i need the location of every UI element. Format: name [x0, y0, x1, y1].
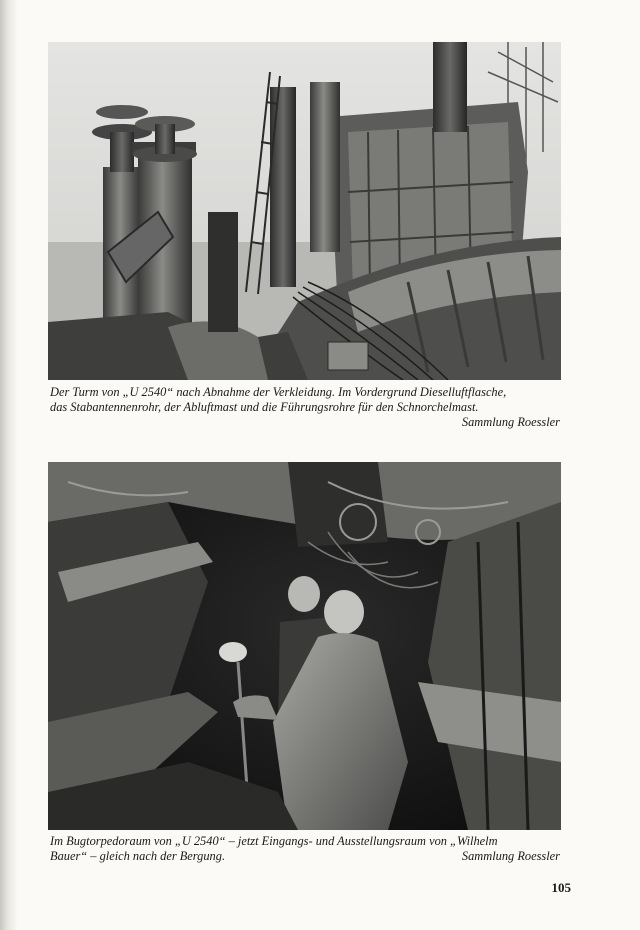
page-number: 105 [551, 880, 571, 895]
caption-line: Im Bugtorpedoraum von „U 2540“ – jetzt Eingangs- und Ausstellungsraum von „Wilhelm [50, 834, 498, 848]
photo-credit: Sammlung Roessler [461, 849, 560, 863]
photo-credit: Sammlung Roessler [461, 415, 560, 429]
caption-line: Der Turm von „U 2540“ nach Abnahme der Verkleidung. Im Vordergrund Dieselluftflasche, [50, 385, 507, 399]
book-gutter-shadow [0, 0, 18, 930]
caption-last-row [50, 849, 560, 864]
photo-submarine-tower [48, 42, 561, 380]
photo-1-caption [50, 385, 560, 430]
caption-line: das Stabantennenrohr, der Abluftmast und die Führungsrohre für den Schnorchelmast. [50, 400, 479, 414]
caption-line: Bauer“ – gleich nach der Bergung. [50, 849, 226, 863]
photo-2-caption [50, 834, 560, 864]
photo-bow-torpedo-room [48, 462, 561, 830]
